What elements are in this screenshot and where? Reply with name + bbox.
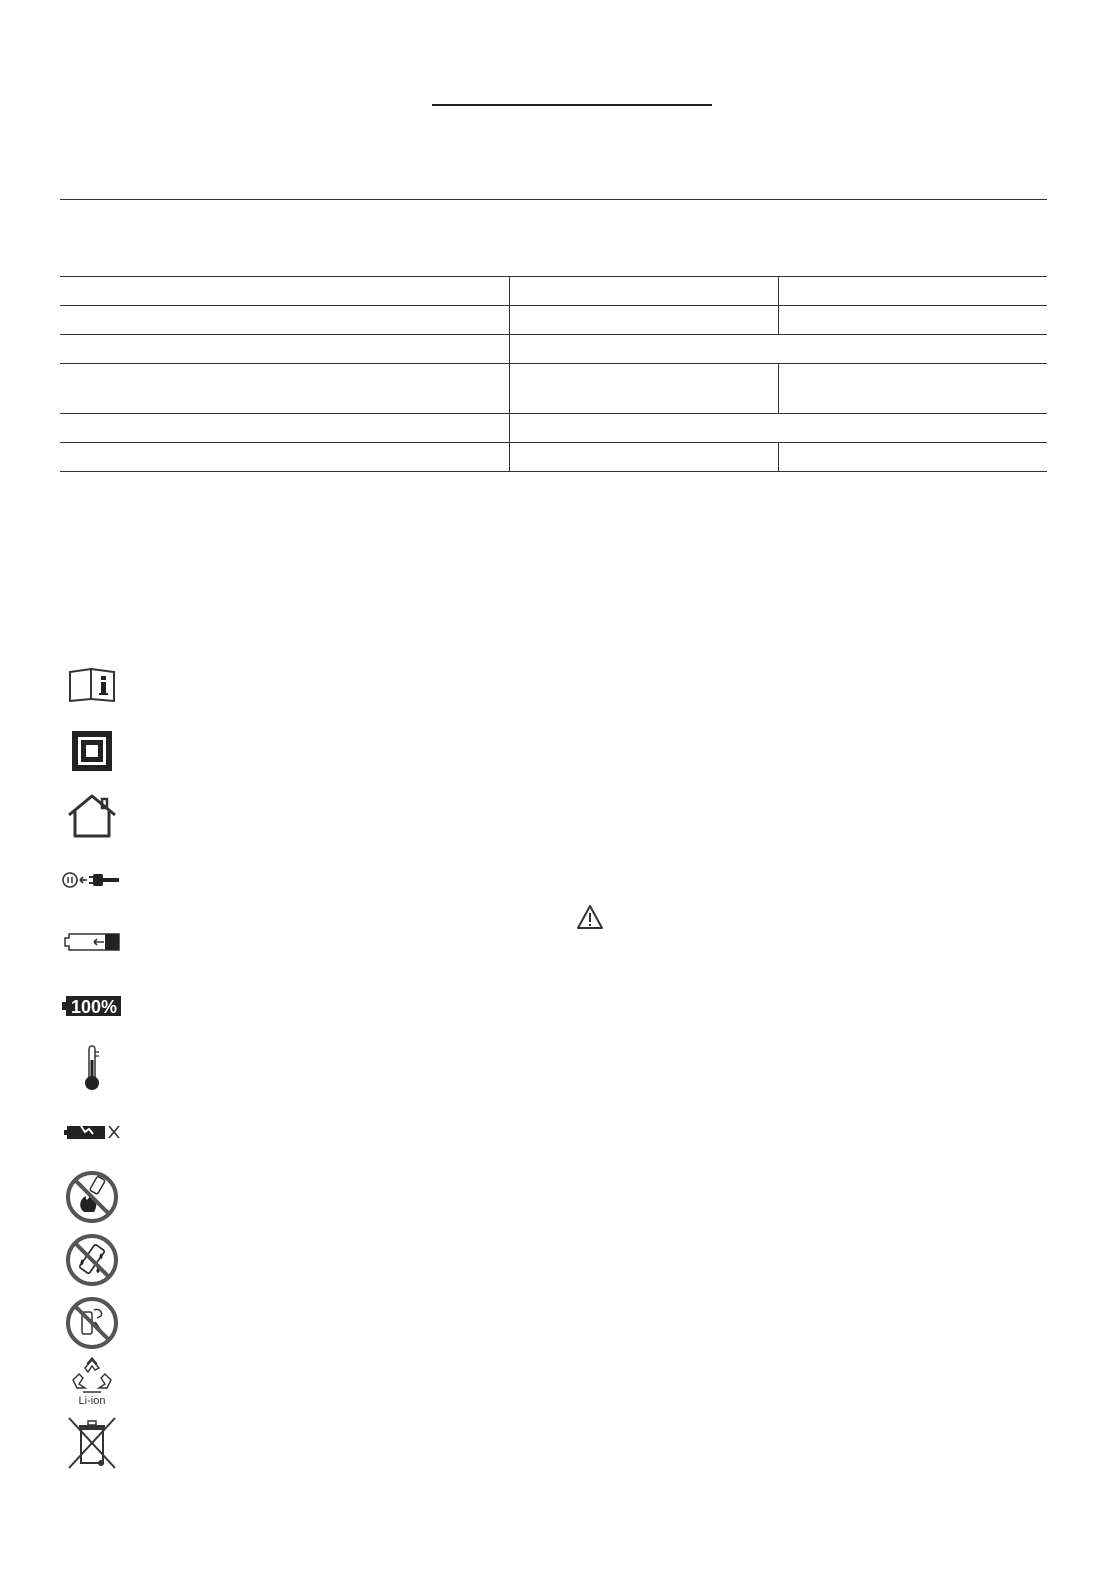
table-row: [60, 443, 1047, 472]
table-row: [60, 364, 1047, 414]
no-water-icon: [60, 1232, 124, 1288]
battery-defective-icon: [60, 1121, 124, 1143]
table-row: [60, 277, 1047, 306]
table-row: [60, 335, 1047, 364]
table-cell: [778, 364, 1047, 414]
read-manual-icon: [60, 664, 124, 704]
battery-charging-icon: [60, 930, 124, 954]
table-cell: [509, 364, 778, 414]
table-cell: [509, 277, 778, 306]
table-cell: [778, 277, 1047, 306]
table-cell: [509, 335, 1047, 364]
weee-bin-icon: [60, 1414, 124, 1472]
warning-triangle-icon: [576, 904, 604, 935]
table-cell: [778, 306, 1047, 335]
unplug-charger-icon: [60, 868, 124, 892]
temperature-icon: [60, 1044, 124, 1092]
table-cell: [60, 306, 509, 335]
li-ion-recycle-icon: [60, 1356, 124, 1408]
table-cell: [509, 306, 778, 335]
battery-percent-label: 100%: [70, 997, 118, 1017]
table-cell: [509, 443, 778, 472]
title-underline: [432, 104, 712, 106]
no-disassembly-icon: [60, 1295, 124, 1351]
specifications-table: [60, 276, 1047, 472]
no-fire-icon: [60, 1169, 124, 1225]
li-ion-label: Li-ion: [78, 1395, 106, 1407]
table-cell: [60, 364, 509, 414]
battery-full-icon: [60, 992, 124, 1020]
table-row: [60, 306, 1047, 335]
section-divider: [60, 199, 1047, 200]
double-insulation-icon: [60, 729, 124, 773]
table-cell: [60, 443, 509, 472]
table-cell: [778, 443, 1047, 472]
table-cell: [60, 414, 509, 443]
table-cell: [509, 414, 1047, 443]
table-cell: [60, 277, 509, 306]
table-cell: [60, 335, 509, 364]
indoor-use-icon: [60, 793, 124, 839]
table-row: [60, 414, 1047, 443]
